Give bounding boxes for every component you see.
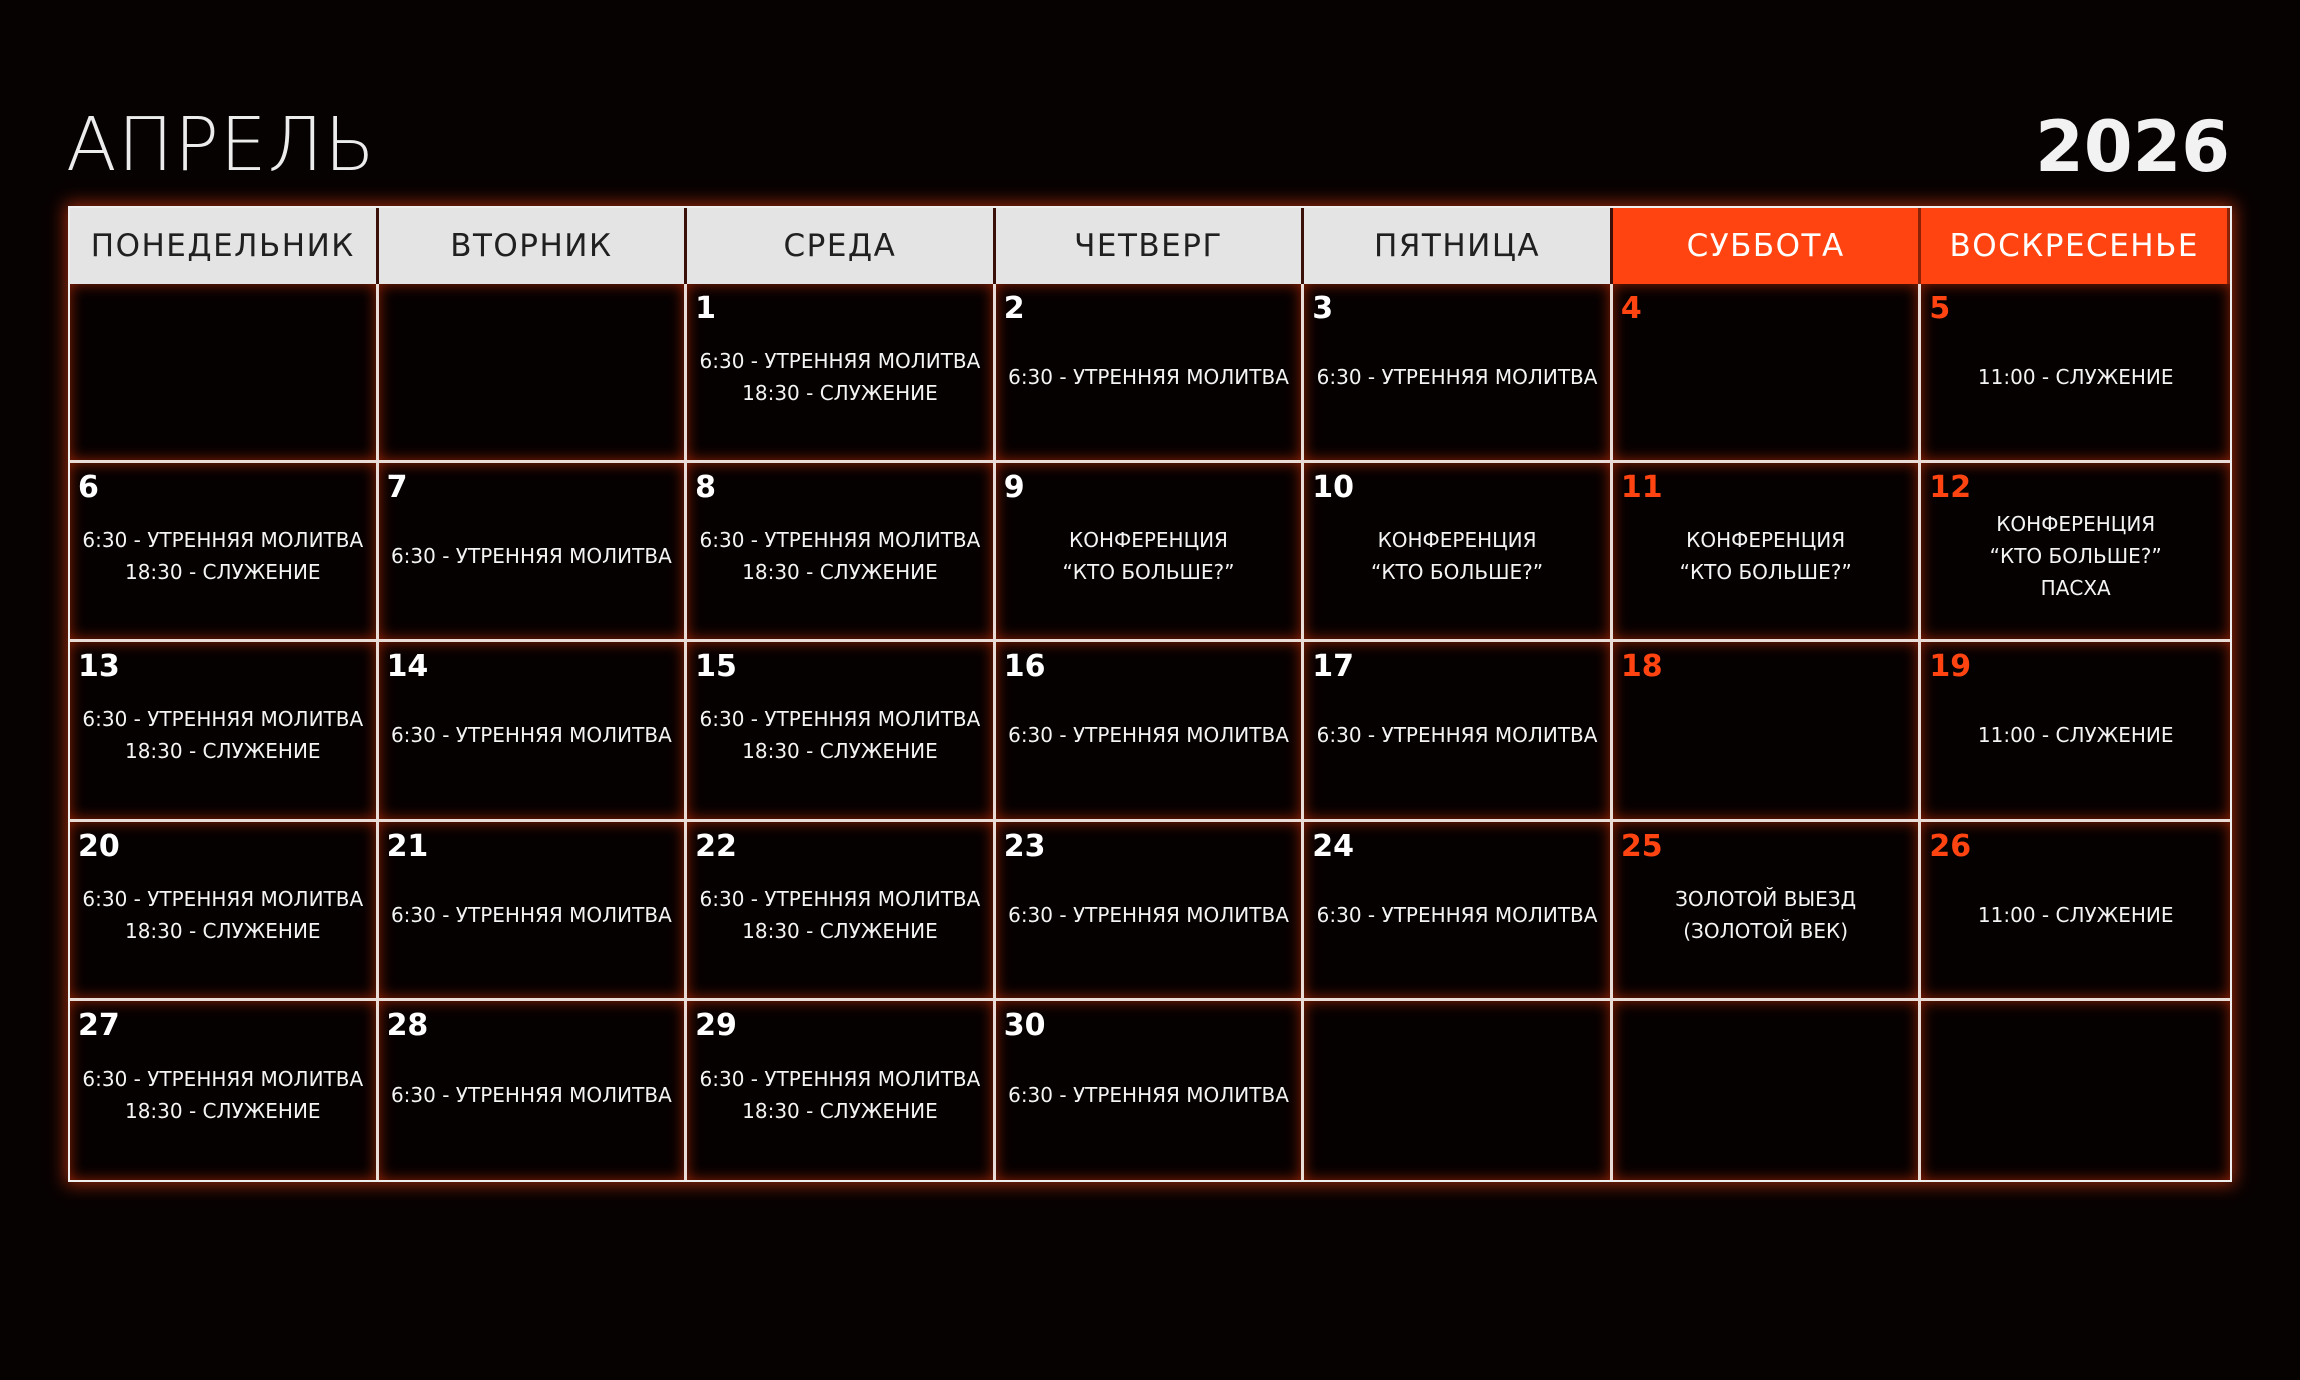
day-cell-25 (1613, 822, 1922, 1001)
day-cell-6 (70, 463, 379, 642)
day-number: 30 (1003, 1007, 1046, 1043)
day-cell-3 (1304, 284, 1613, 463)
event-list (1304, 1011, 1610, 1180)
event-list (1921, 470, 2230, 639)
day-cell-8 (687, 463, 996, 642)
event-item: 11:00 - СЛУЖЕНИЕ (1977, 902, 2174, 927)
day-cell-23 (996, 822, 1305, 1001)
event-list (70, 294, 376, 460)
day-number: 4 (1620, 291, 1642, 326)
event-item: 6:30 - УТРЕННЯЯ МОЛИТВА (699, 1067, 981, 1092)
day-cell-10 (1304, 463, 1613, 642)
event-item: 6:30 - УТРЕННЯЯ МОЛИТВА (1008, 723, 1289, 748)
day-cell-1 (687, 284, 996, 463)
day-number: 16 (1003, 649, 1046, 685)
day-cell-29 (687, 1001, 996, 1180)
event-item: 6:30 - УТРЕННЯЯ МОЛИТВА (82, 886, 364, 911)
event-item: ПАСХА (2040, 576, 2111, 601)
event-list (996, 291, 1302, 460)
day-number: 24 (1312, 828, 1355, 864)
event-item: 6:30 - УТРЕННЯЯ МОЛИТВА (1316, 723, 1598, 748)
day-cell-11 (1613, 463, 1922, 642)
event-item: 6:30 - УТРЕННЯЯ МОЛИТВА (82, 1067, 364, 1092)
day-number: 6 (78, 470, 99, 506)
day-number: 23 (1003, 828, 1046, 864)
day-number: 3 (1312, 291, 1334, 326)
event-list (1921, 649, 2230, 818)
event-list (996, 470, 1302, 639)
event-item: 18:30 - СЛУЖЕНИЕ (124, 918, 321, 943)
day-cell-9 (996, 463, 1305, 642)
day-cell-19 (1921, 642, 2230, 821)
event-list (379, 294, 685, 460)
year-title: 2026 (2035, 106, 2230, 188)
day-cell-20 (70, 822, 379, 1001)
event-item: 18:30 - СЛУЖЕНИЕ (124, 739, 321, 764)
event-list (687, 828, 993, 998)
event-item: 18:30 - СЛУЖЕНИЕ (742, 381, 938, 406)
event-list (1613, 649, 1919, 818)
day-cell-21 (379, 822, 688, 1001)
event-item: 6:30 - УТРЕННЯЯ МОЛИТВА (1008, 1083, 1289, 1108)
event-item: “КТО БОЛЬШЕ?” (1679, 560, 1852, 585)
event-item: 11:00 - СЛУЖЕНИЕ (1977, 365, 2174, 390)
event-list (379, 470, 685, 639)
day-cell-7 (379, 463, 688, 642)
empty-day-cell (1921, 1001, 2230, 1180)
event-list (1304, 828, 1610, 998)
day-number: 12 (1929, 470, 1972, 506)
event-item: 6:30 - УТРЕННЯЯ МОЛИТВА (390, 902, 672, 927)
day-number: 26 (1929, 828, 1972, 864)
event-list (687, 649, 993, 818)
empty-day-cell (379, 284, 688, 463)
event-item: 6:30 - УТРЕННЯЯ МОЛИТВА (699, 707, 981, 732)
event-list (687, 291, 993, 460)
event-item: 18:30 - СЛУЖЕНИЕ (742, 918, 938, 943)
day-number: 29 (695, 1007, 737, 1043)
day-cell-15 (687, 642, 996, 821)
event-item: 6:30 - УТРЕННЯЯ МОЛИТВА (699, 349, 981, 374)
event-list (70, 828, 376, 998)
calendar-grid (68, 206, 2232, 1182)
event-item: 18:30 - СЛУЖЕНИЕ (124, 1099, 321, 1124)
event-item: ЗОЛОТОЙ ВЫЕЗД (1675, 886, 1857, 911)
event-list (1921, 828, 2230, 998)
event-list (996, 1007, 1302, 1180)
month-title: АПРЕЛЬ (66, 102, 377, 188)
day-number: 19 (1929, 649, 1972, 685)
day-number: 20 (78, 828, 120, 864)
event-item: 11:00 - СЛУЖЕНИЕ (1977, 723, 2174, 748)
day-number: 10 (1312, 470, 1355, 506)
day-cell-2 (996, 284, 1305, 463)
event-list (687, 1007, 993, 1180)
event-list (687, 470, 993, 639)
event-item: КОНФЕРЕНЦИЯ (1996, 512, 2156, 537)
day-cell-26 (1921, 822, 2230, 1001)
weekday-header-sunday: ВОСКРЕСЕНЬЕ (1921, 208, 2230, 284)
event-list (70, 1007, 376, 1180)
event-item: (ЗОЛОТОЙ ВЕК) (1683, 918, 1849, 943)
day-cell-17 (1304, 642, 1613, 821)
event-item: 6:30 - УТРЕННЯЯ МОЛИТВА (1008, 365, 1289, 390)
day-cell-13 (70, 642, 379, 821)
event-item: 6:30 - УТРЕННЯЯ МОЛИТВА (1008, 902, 1289, 927)
event-item: 18:30 - СЛУЖЕНИЕ (124, 560, 321, 585)
event-item: “КТО БОЛЬШЕ?” (1371, 560, 1544, 585)
event-list (379, 649, 685, 818)
day-cell-28 (379, 1001, 688, 1180)
event-item: 18:30 - СЛУЖЕНИЕ (742, 1099, 938, 1124)
event-item: 18:30 - СЛУЖЕНИЕ (742, 739, 938, 764)
event-list (1921, 291, 2230, 460)
weekday-header-saturday: СУББОТА (1613, 208, 1922, 284)
day-cell-12 (1921, 463, 2230, 642)
day-cell-5 (1921, 284, 2230, 463)
event-item: “КТО БОЛЬШЕ?” (1062, 560, 1235, 585)
event-list (1304, 291, 1610, 460)
day-number: 2 (1003, 291, 1025, 326)
event-item: 6:30 - УТРЕННЯЯ МОЛИТВА (699, 886, 981, 911)
event-item: “КТО БОЛЬШЕ?” (1989, 544, 2162, 569)
day-number: 5 (1929, 291, 1951, 326)
day-cell-24 (1304, 822, 1613, 1001)
event-item: 6:30 - УТРЕННЯЯ МОЛИТВА (82, 707, 364, 732)
event-list (1304, 470, 1610, 639)
event-list (379, 1007, 685, 1180)
event-list (1613, 470, 1919, 639)
event-list (996, 649, 1302, 818)
empty-day-cell (1304, 1001, 1613, 1180)
day-number: 11 (1620, 470, 1663, 506)
event-list (70, 470, 376, 639)
day-number: 13 (78, 649, 120, 685)
event-list (1304, 649, 1610, 818)
day-number: 21 (386, 828, 429, 864)
day-number: 7 (386, 470, 408, 506)
event-item: 6:30 - УТРЕННЯЯ МОЛИТВА (1316, 365, 1598, 390)
day-number: 14 (386, 649, 429, 685)
event-item: 6:30 - УТРЕННЯЯ МОЛИТВА (390, 544, 672, 569)
event-item: КОНФЕРЕНЦИЯ (1069, 528, 1228, 553)
event-item: КОНФЕРЕНЦИЯ (1377, 528, 1537, 553)
event-item: КОНФЕРЕНЦИЯ (1686, 528, 1846, 553)
event-list (1613, 828, 1919, 998)
day-cell-4 (1613, 284, 1922, 463)
day-cell-14 (379, 642, 688, 821)
event-list (1613, 291, 1919, 460)
day-cell-18 (1613, 642, 1922, 821)
day-number: 17 (1312, 649, 1355, 685)
event-list (1921, 1011, 2230, 1180)
day-number: 22 (695, 828, 737, 864)
event-item: 6:30 - УТРЕННЯЯ МОЛИТВА (699, 528, 981, 553)
event-item: 6:30 - УТРЕННЯЯ МОЛИТВА (82, 528, 364, 553)
weekday-header-wednesday: СРЕДА (687, 208, 996, 284)
event-list (379, 828, 685, 998)
day-cell-22 (687, 822, 996, 1001)
day-number: 28 (386, 1007, 429, 1043)
weekday-header-tuesday: ВТОРНИК (379, 208, 688, 284)
day-cell-30 (996, 1001, 1305, 1180)
event-list (70, 649, 376, 818)
day-number: 18 (1620, 649, 1663, 685)
day-number: 1 (695, 291, 717, 326)
event-item: 6:30 - УТРЕННЯЯ МОЛИТВА (390, 723, 672, 748)
weekday-header-thursday: ЧЕТВЕРГ (996, 208, 1305, 284)
day-number: 25 (1620, 828, 1663, 864)
weekday-header-friday: ПЯТНИЦА (1304, 208, 1613, 284)
day-number: 8 (695, 470, 717, 506)
day-number: 15 (695, 649, 737, 685)
day-number: 9 (1003, 470, 1025, 506)
day-number: 27 (78, 1007, 120, 1043)
empty-day-cell (70, 284, 379, 463)
event-list (996, 828, 1302, 998)
event-item: 6:30 - УТРЕННЯЯ МОЛИТВА (390, 1083, 672, 1108)
day-cell-16 (996, 642, 1305, 821)
event-item: 18:30 - СЛУЖЕНИЕ (742, 560, 938, 585)
empty-day-cell (1613, 1001, 1922, 1180)
event-list (1613, 1011, 1919, 1180)
weekday-header-monday: ПОНЕДЕЛЬНИК (70, 208, 379, 284)
event-item: 6:30 - УТРЕННЯЯ МОЛИТВА (1316, 902, 1598, 927)
day-cell-27 (70, 1001, 379, 1180)
